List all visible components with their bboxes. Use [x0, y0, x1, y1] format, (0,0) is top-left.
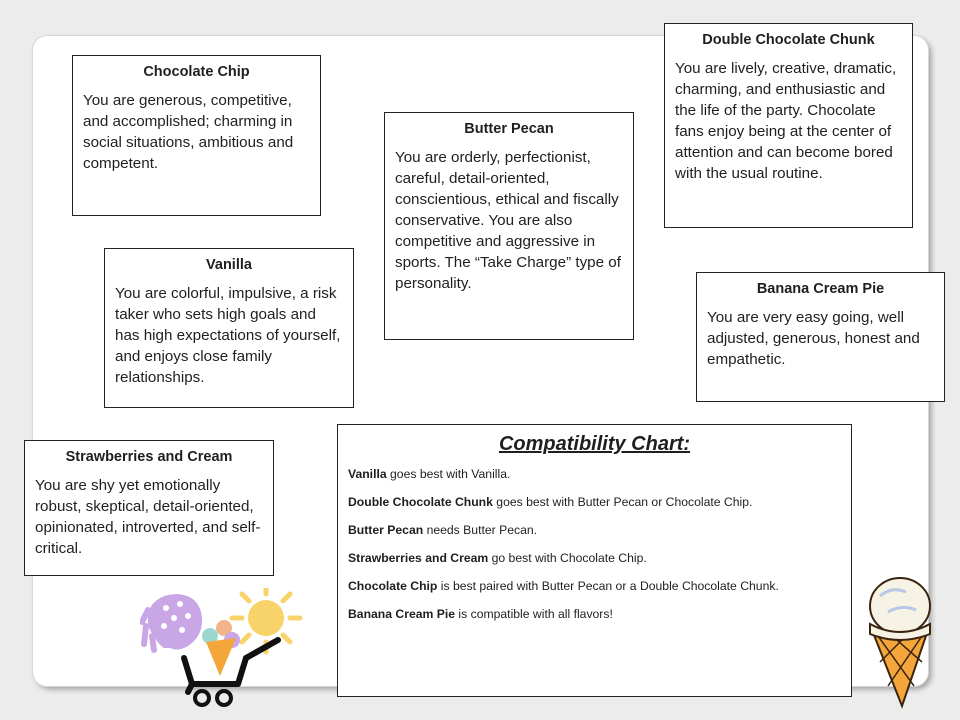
compat-rest: is compatible with all flavors! — [455, 607, 613, 621]
card-chocolate-chip — [72, 55, 321, 216]
card-title: Chocolate Chip — [143, 64, 250, 80]
compat-flavor: Double Chocolate Chunk — [348, 495, 493, 509]
card-text: You are orderly, perfectionist, careful, detail-oriented, conscientious, ethical and fiscally conservative. You are also competitive and aggressive in sports. The “Take Charge” type of personality. — [395, 149, 621, 292]
compat-rest: goes best with Vanilla. — [386, 467, 511, 481]
card-text: You are shy yet emotionally robust, skeptical, detail-oriented, opinionated, introverted, and self-critical. — [35, 477, 261, 557]
card-text: You are very easy going, well adjusted, generous, honest and empathetic. — [707, 309, 920, 368]
card-butter-pecan — [384, 112, 634, 340]
card-text: You are colorful, impulsive, a risk taker who sets high goals and has high expectations of yourself, and enjoys close family relationships. — [115, 285, 341, 386]
card-title: Double Chocolate Chunk — [702, 32, 875, 48]
compatibility-chart — [337, 424, 852, 697]
sun-icon — [232, 588, 300, 652]
compat-line — [348, 494, 841, 510]
compat-flavor: Banana Cream Pie — [348, 607, 456, 621]
compat-line — [348, 522, 841, 538]
compatibility-title: Compatibility Chart: — [498, 433, 691, 455]
purple-scoop-icon — [142, 594, 202, 650]
compat-flavor: Strawberries and Cream — [348, 551, 489, 565]
card-title: Banana Cream Pie — [756, 281, 885, 297]
card-double-chocolate-chunk — [664, 23, 913, 228]
card-strawberries-and-cream — [24, 440, 274, 576]
compat-rest: go best with Chocolate Chip. — [488, 551, 647, 565]
compat-flavor: Chocolate Chip — [348, 579, 438, 593]
card-text: You are lively, creative, dramatic, charming, and enthusiastic and the life of the party. Chocolate fans enjoy being at the center of attention and can become bored with the usual routine. — [675, 60, 897, 182]
compat-line — [348, 466, 841, 482]
compat-rest: needs Butter Pecan. — [423, 523, 538, 537]
card-title: Butter Pecan — [464, 121, 554, 137]
compat-line — [348, 578, 841, 594]
card-banana-cream-pie — [696, 272, 945, 402]
card-vanilla — [104, 248, 354, 408]
card-title: Vanilla — [206, 257, 252, 273]
compat-rest: goes best with Butter Pecan or Chocolate Chip. — [492, 495, 753, 509]
compat-flavor: Butter Pecan — [348, 523, 424, 537]
card-text: You are generous, competitive, and accomplished; charming in social situations, ambitious and competent. — [83, 92, 294, 172]
ice-cream-cone-clipart — [862, 574, 938, 710]
compat-rest: is best paired with Butter Pecan or a Double Chocolate Chunk. — [437, 579, 779, 593]
compat-flavor: Vanilla — [348, 467, 387, 481]
card-title: Strawberries and Cream — [65, 449, 233, 465]
ice-cream-cart-clipart — [140, 588, 330, 716]
compat-line — [348, 606, 841, 622]
compat-line — [348, 550, 841, 566]
